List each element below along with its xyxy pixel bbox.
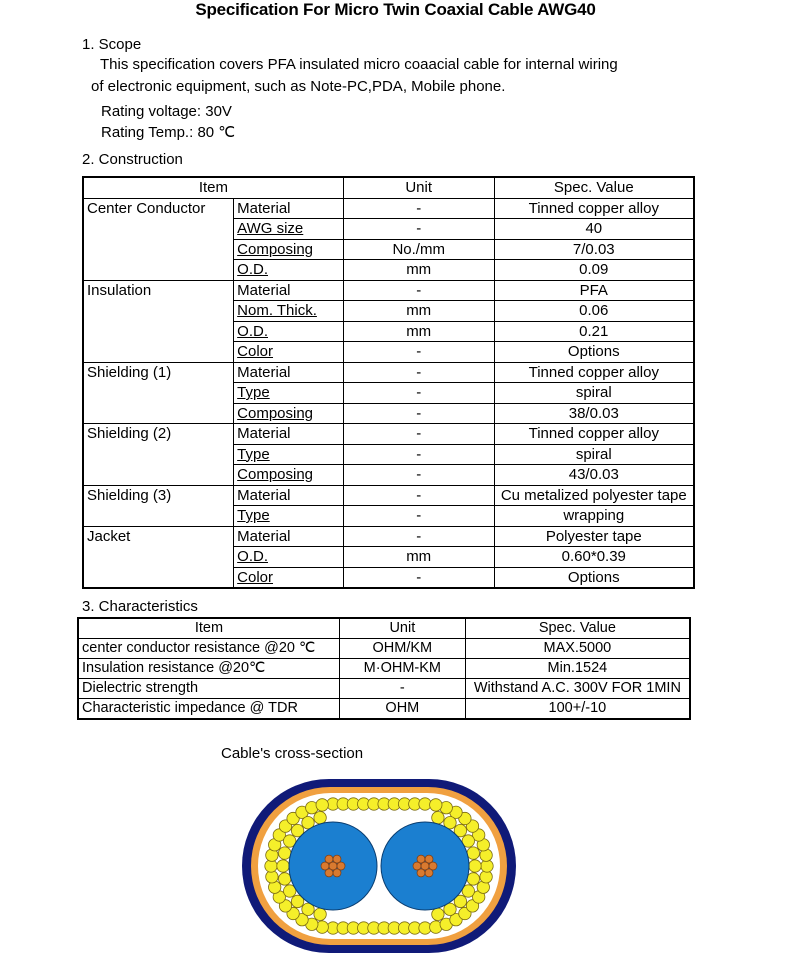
unit-cell: - [343,526,494,547]
group-name-cell: Center Conductor [83,198,234,280]
unit-cell: - [343,383,494,404]
unit-cell: - [343,403,494,424]
table-row [78,679,690,699]
spec-value-cell: 38/0.03 [494,403,694,424]
cross-section-caption: Cable's cross-section [221,745,364,762]
property-cell: Composing [234,403,344,424]
rating-voltage: Rating voltage: 30V [101,103,232,120]
property-cell: Color [234,567,344,588]
property-cell: Material [234,526,344,547]
spec-value-cell: Tinned copper alloy [494,362,694,383]
table-row [83,280,694,301]
characteristics-table [77,617,691,720]
property-cell: Material [234,362,344,383]
unit-cell: - [343,280,494,301]
spec-value-cell: Min.1524 [465,659,690,679]
header-item: Item [83,177,343,198]
spec-value-cell: MAX.5000 [465,639,690,659]
table-row [83,526,694,547]
conductor-strand [325,855,333,863]
unit-cell: - [343,485,494,506]
spec-value-cell: 0.60*0.39 [494,547,694,568]
shield-strand [279,847,291,859]
property-cell: Color [234,342,344,363]
spec-value-cell: 43/0.03 [494,465,694,486]
conductor-strand [425,869,433,877]
item-cell: center conductor resistance @20 ℃ [78,639,339,659]
unit-cell: - [343,424,494,445]
spec-value-cell: Withstand A.C. 300V FOR 1MIN [465,679,690,699]
shield-strand [469,860,481,872]
shield-strand [314,812,326,824]
scope-line-2: of electronic equipment, such as Note-PC,PDA, Mobile phone. [91,78,506,95]
conductor-strand [417,855,425,863]
spec-value-cell: wrapping [494,506,694,527]
unit-cell: - [343,444,494,465]
unit-cell: mm [343,260,494,281]
scope-heading: 1. Scope [82,36,142,53]
shield-strand [432,908,444,920]
shield-strand [430,799,442,811]
property-cell: Material [234,280,344,301]
unit-cell: mm [343,301,494,322]
table-header-row [83,177,694,198]
property-cell: Nom. Thick. [234,301,344,322]
shield-strand [432,812,444,824]
header-spec-value: Spec. Value [494,177,694,198]
spec-value-cell: Options [494,342,694,363]
property-cell: Type [234,506,344,527]
spec-value-cell: Options [494,567,694,588]
spec-value-cell: PFA [494,280,694,301]
unit-cell: - [343,465,494,486]
header-unit: Unit [343,177,494,198]
property-cell: AWG size [234,219,344,240]
unit-cell: - [343,362,494,383]
shield-strand [316,799,328,811]
property-cell: Composing [234,239,344,260]
unit-cell: mm [343,321,494,342]
conductor-strand [333,869,341,877]
spec-value-cell: Tinned copper alloy [494,198,694,219]
header-item: Item [78,618,339,639]
item-cell: Characteristic impedance @ TDR [78,699,339,720]
property-cell: Type [234,383,344,404]
construction-heading: 2. Construction [82,151,183,168]
group-name-cell: Shielding (3) [83,485,234,526]
table-row [78,699,690,720]
unit-cell: OHM/KM [339,639,465,659]
property-cell: O.D. [234,260,344,281]
scope-line-1: This specification covers PFA insulated micro coaacial cable for internal wiring [100,56,618,73]
table-row [83,424,694,445]
spec-value-cell: 0.21 [494,321,694,342]
unit-cell: - [343,342,494,363]
spec-value-cell: 0.06 [494,301,694,322]
shield-strand [467,873,479,885]
unit-cell: No./mm [343,239,494,260]
property-cell: O.D. [234,547,344,568]
property-cell: Composing [234,465,344,486]
shield-strand [279,873,291,885]
unit-cell: mm [343,547,494,568]
construction-table [82,176,695,589]
group-name-cell: Jacket [83,526,234,588]
table-row [78,659,690,679]
shield-strand [314,908,326,920]
conductor-strand [333,855,341,863]
table-header-row [78,618,690,639]
spec-value-cell: Cu metalized polyester tape [494,485,694,506]
property-cell: Material [234,485,344,506]
group-name-cell: Shielding (2) [83,424,234,486]
spec-value-cell: Tinned copper alloy [494,424,694,445]
table-row [83,362,694,383]
spec-value-cell: 100+/-10 [465,699,690,720]
item-cell: Dielectric strength [78,679,339,699]
property-cell: Material [234,424,344,445]
header-spec-value: Spec. Value [465,618,690,639]
property-cell: O.D. [234,321,344,342]
cable-cross-section-diagram [240,777,520,957]
spec-value-cell: 7/0.03 [494,239,694,260]
property-cell: Type [234,444,344,465]
shield-strand [277,860,289,872]
table-row [83,198,694,219]
unit-cell: - [343,567,494,588]
unit-cell: - [343,198,494,219]
header-unit: Unit [339,618,465,639]
table-row [78,639,690,659]
spec-value-cell: 0.09 [494,260,694,281]
shield-strand [467,847,479,859]
spec-value-cell: spiral [494,383,694,404]
conductor-strand [425,855,433,863]
spec-value-cell: spiral [494,444,694,465]
document-title: Specification For Micro Twin Coaxial Cable AWG40 [195,0,596,19]
property-cell: Material [234,198,344,219]
spec-value-cell: Polyester tape [494,526,694,547]
rating-temp: Rating Temp.: 80 ℃ [101,124,236,141]
item-cell: Insulation resistance @20℃ [78,659,339,679]
characteristics-heading: 3. Characteristics [82,598,198,615]
unit-cell: OHM [339,699,465,720]
spec-value-cell: 40 [494,219,694,240]
unit-cell: M·OHM-KM [339,659,465,679]
group-name-cell: Shielding (1) [83,362,234,424]
unit-cell: - [339,679,465,699]
table-row [83,485,694,506]
group-name-cell: Insulation [83,280,234,362]
unit-cell: - [343,506,494,527]
unit-cell: - [343,219,494,240]
